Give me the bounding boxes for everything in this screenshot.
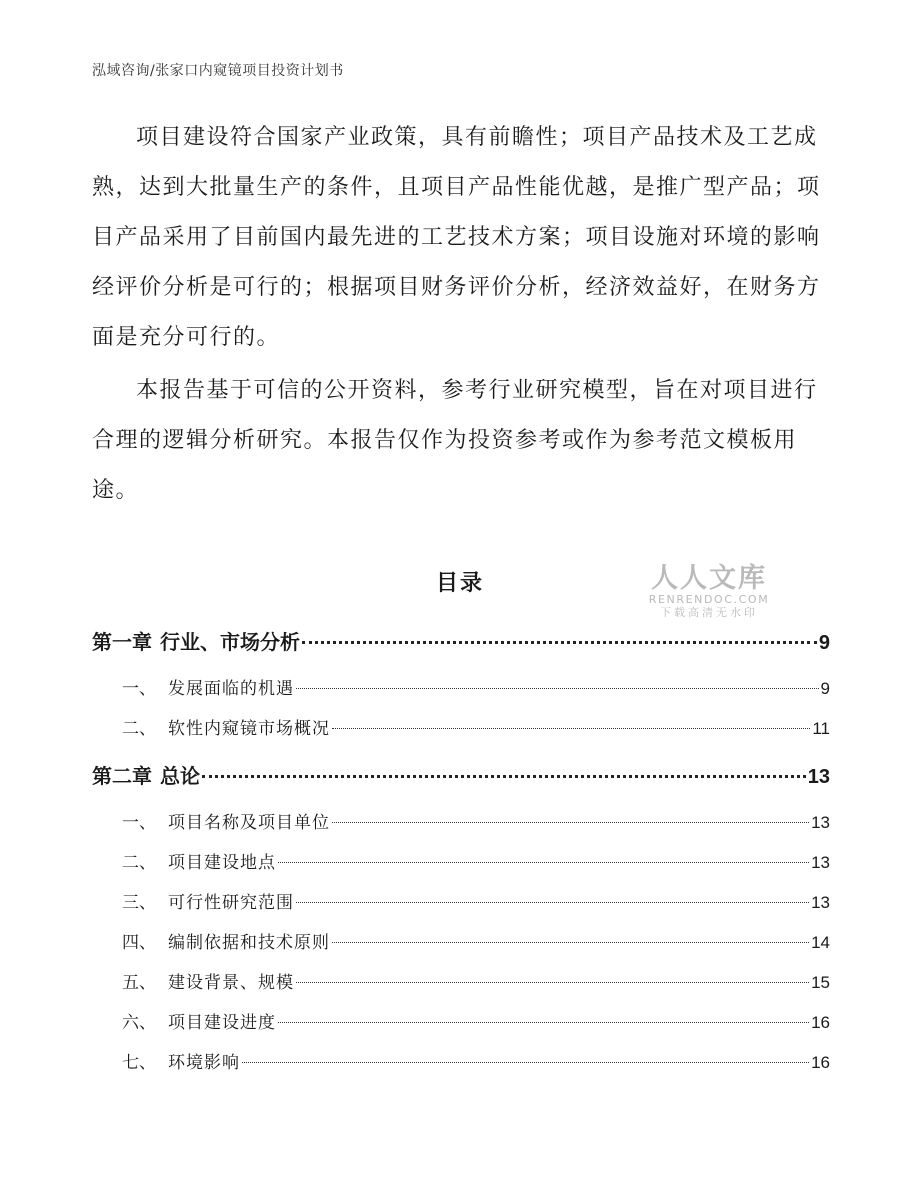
toc-entry-title: 项目名称及项目单位 xyxy=(168,813,330,833)
toc-entry-number: 第二章 xyxy=(92,764,152,788)
running-header: 泓域咨询/张家口内窥镜项目投资计划书 xyxy=(92,63,344,79)
toc-entry-number: 第一章 xyxy=(92,630,152,654)
toc-page-number: 14 xyxy=(811,933,830,952)
table-of-contents xyxy=(92,620,830,1088)
toc-entry-number: 六、 xyxy=(122,1013,156,1033)
toc-section-entry[interactable] xyxy=(92,714,830,754)
toc-title: 目录 xyxy=(435,571,484,596)
toc-page-number: 13 xyxy=(811,853,830,872)
toc-section-entry[interactable] xyxy=(92,888,830,928)
toc-section-entry[interactable] xyxy=(92,674,830,714)
toc-entry-title: 建设背景、规模 xyxy=(168,973,294,993)
toc-dot-leader xyxy=(296,982,809,983)
toc-dot-leader xyxy=(242,1062,809,1063)
toc-entry-number: 二、 xyxy=(122,853,156,873)
toc-page-number: 15 xyxy=(811,973,830,992)
toc-section-entry[interactable] xyxy=(92,808,830,848)
toc-chapter-entry[interactable] xyxy=(92,620,830,674)
toc-dot-leader xyxy=(332,822,809,823)
toc-entry-number: 四、 xyxy=(122,933,156,953)
toc-page-number: 13 xyxy=(811,813,830,832)
toc-entry-title: 编制依据和技术原则 xyxy=(168,933,330,953)
toc-chapter-entry[interactable] xyxy=(92,754,830,808)
toc-entry-number: 一、 xyxy=(122,679,156,699)
toc-entry-number: 一、 xyxy=(122,813,156,833)
toc-dot-leader xyxy=(202,775,806,778)
toc-section-entry[interactable] xyxy=(92,968,830,1008)
toc-page-number: 13 xyxy=(807,766,830,788)
toc-entry-title: 可行性研究范围 xyxy=(168,893,294,913)
toc-page-number: 16 xyxy=(811,1053,830,1072)
toc-dot-leader xyxy=(278,1022,809,1023)
toc-entry-title: 行业、市场分析 xyxy=(160,630,300,654)
toc-dot-leader xyxy=(278,862,809,863)
toc-entry-title: 发展面临的机遇 xyxy=(168,679,294,699)
toc-entry-number: 五、 xyxy=(122,973,156,993)
toc-dot-leader xyxy=(296,688,819,689)
toc-page-number: 9 xyxy=(818,632,830,654)
toc-entry-title: 项目建设进度 xyxy=(168,1013,276,1033)
toc-entry-number: 三、 xyxy=(122,893,156,913)
toc-page-number: 11 xyxy=(812,719,830,738)
toc-section-entry[interactable] xyxy=(92,1008,830,1048)
toc-entry-title: 项目建设地点 xyxy=(168,853,276,873)
toc-page-number: 9 xyxy=(820,679,830,698)
body-paragraph-1: 项目建设符合国家产业政策，具有前瞻性；项目产品技术及工艺成熟，达到大批量生产的条件，且项目产品性能优越，是推广型产品；项目产品采用了目前国内最先进的工艺技术方案；项目设施对环境的影响经评价分析是可行的；根据项目财务评价分析，经济效益好，在财务方面是充分可行的。 xyxy=(92,125,821,350)
watermark-logo xyxy=(644,565,774,618)
watermark-sub-text: 下载高清无水印 xyxy=(660,606,758,619)
toc-entry-title: 软性内窥镜市场概况 xyxy=(168,719,330,739)
toc-section-entry[interactable] xyxy=(92,848,830,888)
watermark-domain-text: RENRENDOC.COM xyxy=(648,593,770,606)
toc-entry-number: 七、 xyxy=(122,1053,156,1073)
toc-dot-leader xyxy=(332,942,809,943)
toc-page-number: 16 xyxy=(811,1013,830,1032)
toc-dot-leader xyxy=(296,902,809,903)
watermark-main-text: 人人文库 xyxy=(651,563,767,594)
body-paragraph-2: 本报告基于可信的公开资料，参考行业研究模型，旨在对项目进行合理的逻辑分析研究。本报告仅作为投资参考或作为参考范文模板用途。 xyxy=(92,378,818,503)
toc-entry-title: 总论 xyxy=(160,764,200,788)
toc-dot-leader xyxy=(332,728,810,729)
toc-entry-title: 环境影响 xyxy=(168,1053,240,1073)
toc-entry-number: 二、 xyxy=(122,719,156,739)
toc-page-number: 13 xyxy=(811,893,830,912)
toc-section-entry[interactable] xyxy=(92,1048,830,1088)
toc-dot-leader xyxy=(302,641,817,644)
toc-section-entry[interactable] xyxy=(92,928,830,968)
